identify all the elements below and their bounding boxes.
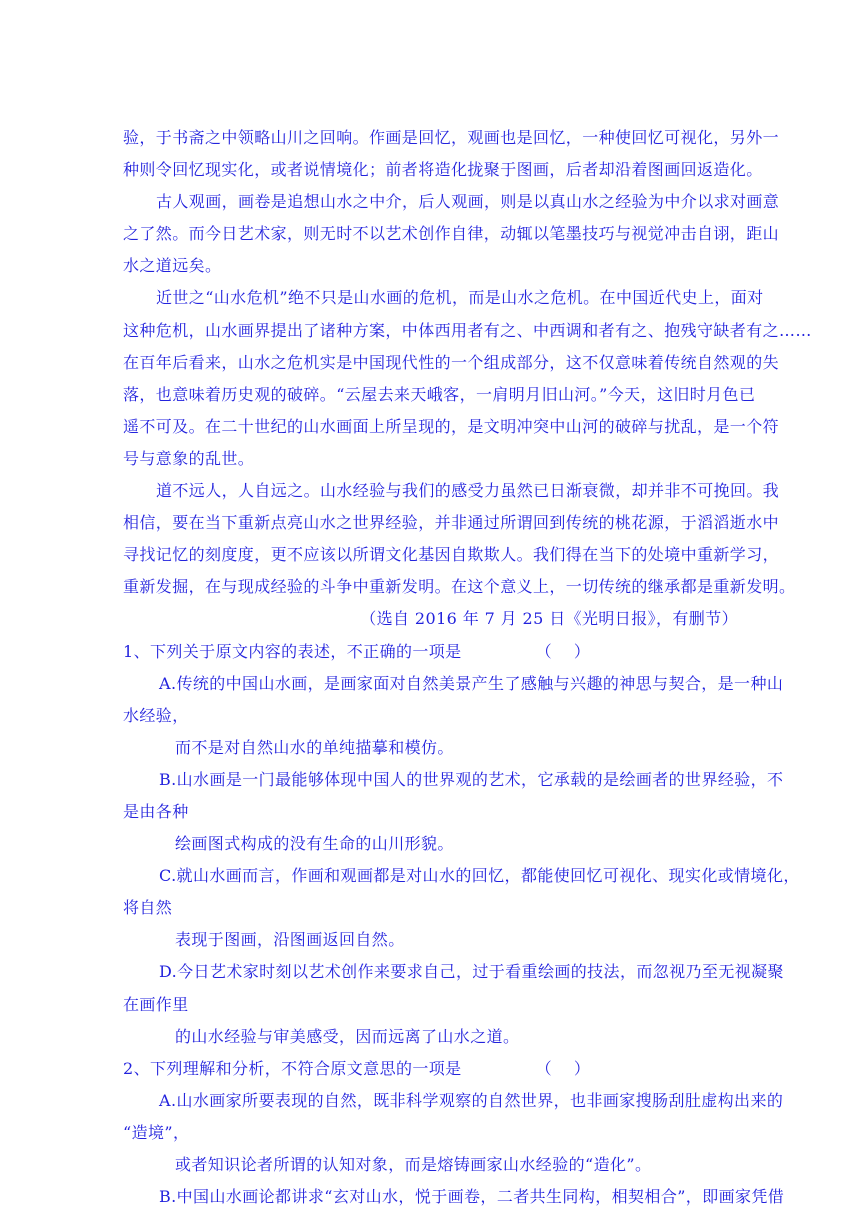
passage-line: 号与意象的乱世。 (123, 448, 255, 468)
option-a-line: “造境”， (123, 1122, 190, 1142)
option-a-line: 水经验， (123, 705, 189, 725)
document-page (123, 125, 812, 1216)
source-citation: （选自 2016 年 7 月 25 日《光明日报》，有删节） (360, 609, 738, 629)
option-b-line: 绘画图式构成的没有生命的山川形貌。 (175, 834, 454, 854)
option-b-line: 是由各种 (123, 801, 189, 821)
option-c-line: 将自然 (123, 898, 173, 918)
passage-line: 古人观画，画卷是追想山水之中介，后人观画，则是以真山水之经验为中介以求对画意 (156, 192, 780, 212)
passage-line: 在百年后看来，山水之危机实是中国现代性的一个组成部分，这不仅意味着传统自然观的失 (123, 352, 780, 372)
option-b-line: B.山水画是一门最能够体现中国人的世界观的艺术，它承载的是绘画者的世界经验，不 (159, 769, 784, 789)
question-2-stem: 2、下列理解和分析，不符合原文意思的一项是 （ ） (123, 1058, 591, 1078)
passage-line: 寻找记忆的刻度度，更不应该以所谓文化基因自欺欺人。我们得在当下的处境中重新学习， (123, 545, 780, 565)
option-c-line: 表现于图画，沿图画返回自然。 (175, 930, 405, 950)
passage-line: 道不远人，人自远之。山水经验与我们的感受力虽然已日渐衰微，却并非不可挽回。我 (156, 481, 780, 501)
passage-line: 种则令回忆现实化，或者说情境化；前者将造化拢聚于图画，后者却沿着图画回返造化。 (123, 160, 763, 180)
passage-line: 水之道远矣。 (123, 256, 222, 276)
passage-line: 落，也意味着历史观的破碎。“云屋去来天峨客，一肩明月旧山河。”今天，这旧时月色已 (123, 384, 756, 404)
passage-line: 近世之“山水危机”绝不只是山水画的危机，而是山水之危机。在中国近代史上，面对 (156, 288, 764, 308)
question-1-stem: 1、下列关于原文内容的表述，不正确的一项是 （ ） (123, 641, 591, 661)
passage-line: 这种危机，山水画界提出了诸种方案，中体西用者有之、中西调和者有之、抱残守缺者有之…… (123, 320, 812, 340)
option-b-line: B.中国山水画论都讲求“玄对山水，悦于画卷，二者共生同构，相契相合”，即画家凭借 (159, 1187, 785, 1207)
passage-line: 重新发掘，在与现成经验的斗争中重新发明。在这个意义上，一切传统的继承都是重新发明。 (123, 577, 796, 597)
option-a-line: A.山水画家所要表现的自然，既非科学观察的自然世界，也非画家搜肠刮肚虚构出来的 (159, 1090, 784, 1110)
option-a-line: 而不是对自然山水的单纯描摹和模仿。 (175, 737, 454, 757)
passage-line: 之了然。而今日艺术家，则无时不以艺术创作自律，动辄以笔墨技巧与视觉冲击自诩，距山 (123, 224, 780, 244)
passage-line: 遥不可及。在二十世纪的山水画面上所呈现的，是文明冲突中山河的破碎与扰乱，是一个符 (123, 416, 780, 436)
option-a-line: 或者知识论者所谓的认知对象，而是熔铸画家山水经验的“造化”。 (175, 1155, 652, 1174)
option-d-line: D.今日艺术家时刻以艺术创作来要求自己，过于看重绘画的技法，而忽视乃至无视凝聚 (159, 962, 784, 982)
option-a-line: A.传统的中国山水画，是画家面对自然美景产生了感触与兴趣的神思与契合，是一种山 (159, 673, 784, 693)
option-c-line: C.就山水画而言，作画和观画都是对山水的回忆，都能使回忆可视化、现实化或情境化， (159, 866, 800, 886)
option-d-line: 的山水经验与审美感受，因而远离了山水之道。 (175, 1026, 520, 1046)
passage-line: 相信，要在当下重新点亮山水之世界经验，并非通过所谓回到传统的桃花源，于滔滔逝水中 (123, 513, 780, 533)
option-d-line: 在画作里 (123, 994, 189, 1014)
passage-line: 验，于书斋之中领略山川之回响。作画是回忆，观画也是回忆，一种使回忆可视化，另外一 (123, 128, 780, 147)
